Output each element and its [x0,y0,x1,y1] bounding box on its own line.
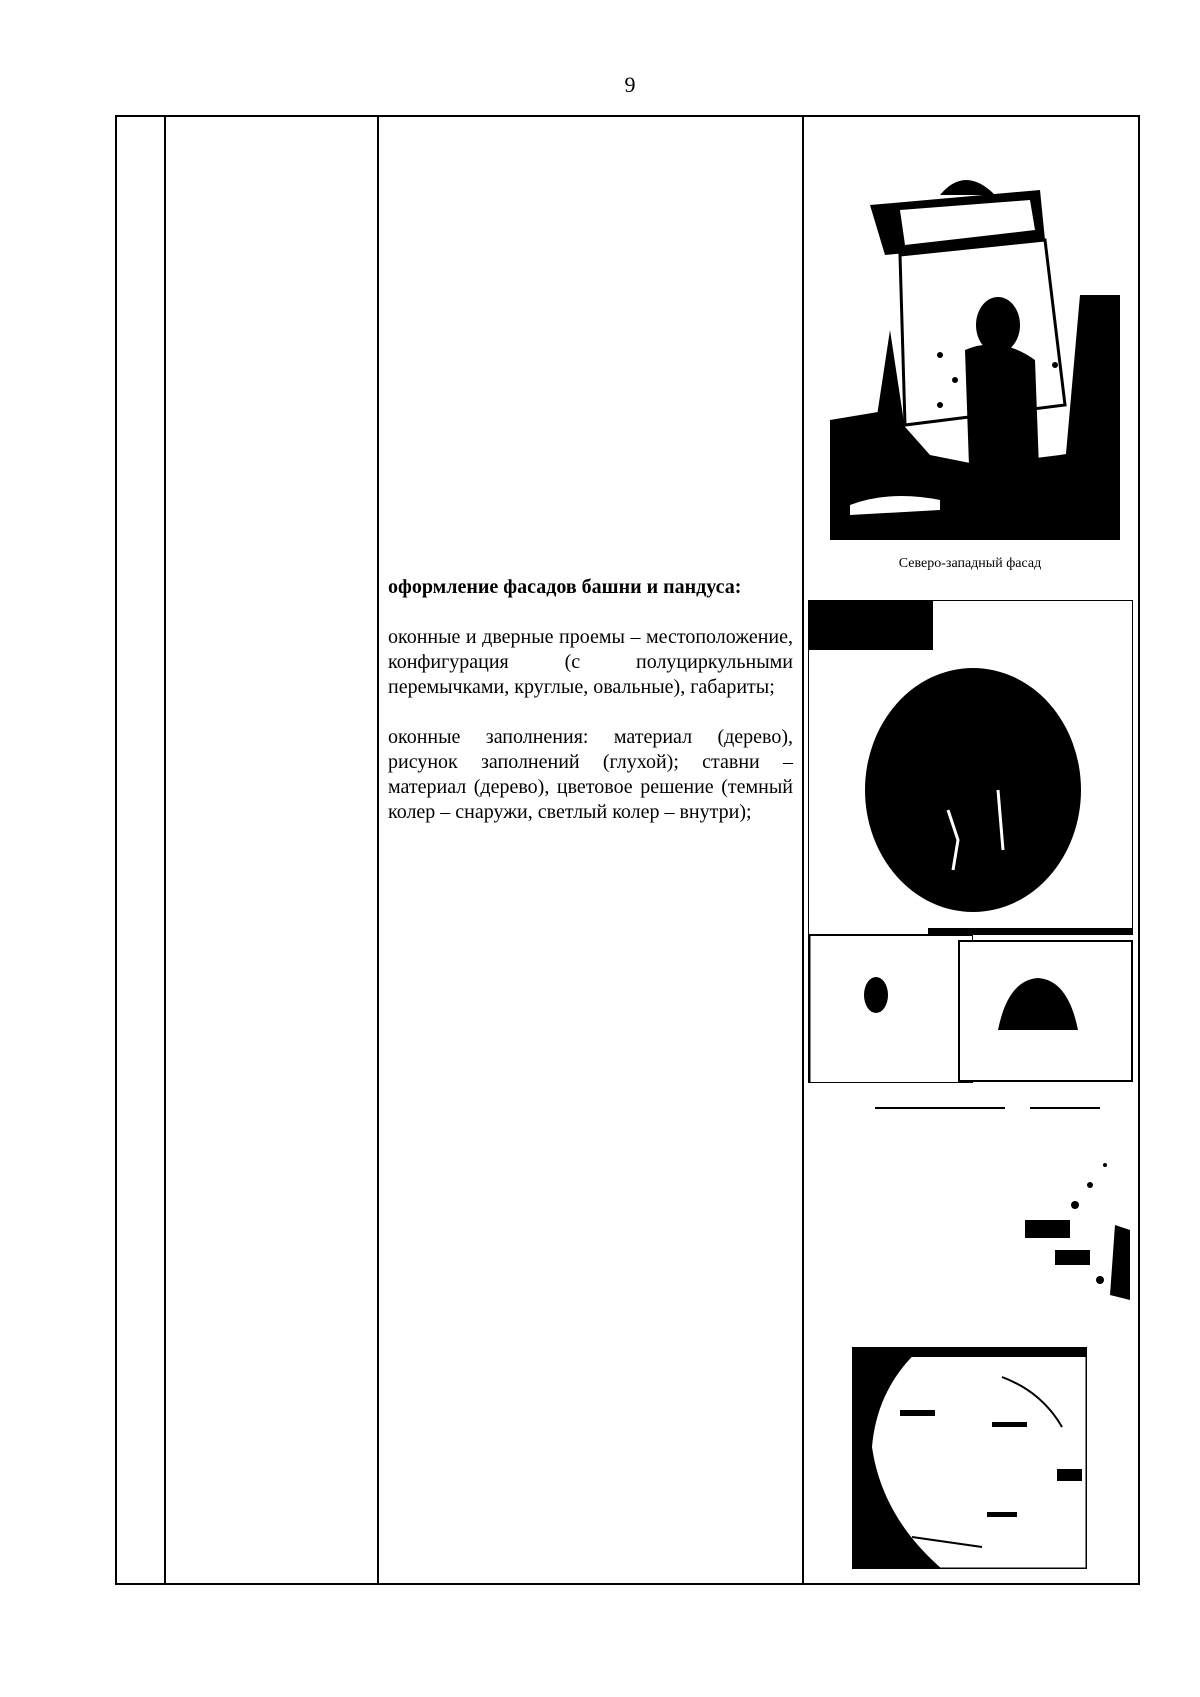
column-divider [164,117,166,1583]
column-divider [802,117,804,1583]
paragraph-openings: оконные и дверные проемы – местоположение, конфигурация (с полуциркульными перемычками, круглые, овальные), габариты; [388,626,793,698]
oval-window-photo [808,600,1133,935]
description-cell [388,575,793,850]
small-window-photo-left [808,935,973,1083]
page-number: 9 [624,72,636,97]
column-divider [377,117,379,1583]
section-heading: оформление фасадов башни и пандуса: [388,576,742,598]
wall-texture-photo [875,1105,1130,1305]
paragraph-window-fillings: оконные заполнения: материал (дерево), рисунок заполнений (глухой); ставни – материал (дерево), цветовое решение (темный колер – снаружи, светлый колер – внутри); [388,726,793,823]
tower-facade-photo [830,165,1120,540]
facade-caption: Северо-западный фасад [898,556,1042,571]
small-window-photo-right [958,940,1133,1082]
shutter-hinges-photo [852,1347,1087,1569]
